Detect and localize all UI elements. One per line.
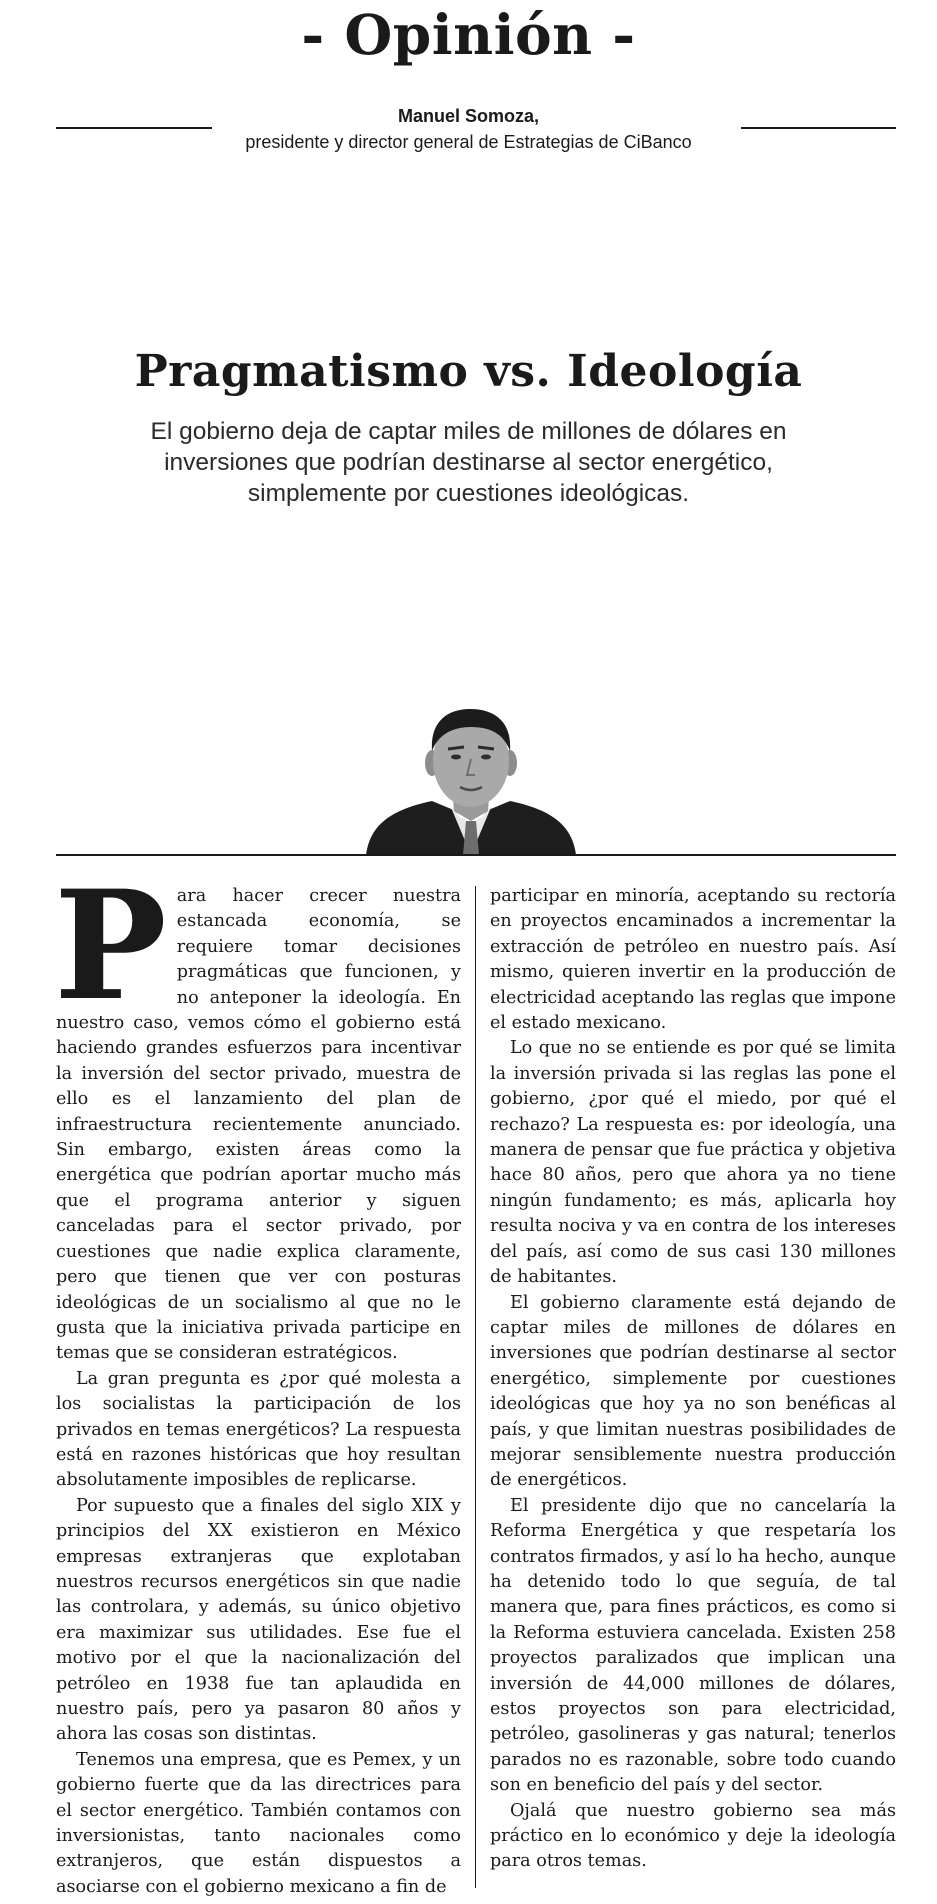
byline-rule-right (741, 127, 896, 129)
article-divider (56, 854, 896, 856)
article-column-left (54, 858, 461, 1900)
paragraph-text: ara hacer crecer nuestra estancada economía, se requiere tomar decisiones pragmáticas que funcionen, y no anteponer la ideología. En nuestro caso, vemos cómo el gobierno está haciendo grandes esfuerzos para incentivar la inversión del sector privado, muestra de ello es el lanzamiento del plan de infraestructura recientemente anunciado. Sin embargo, existen áreas como la energética que podrían aportar mucho más que el programa anterior y siguen canceladas para el sector privado, por cuestiones que nadie explica claramente, pero que tienen que ver con posturas ideológicas de un socialismo al que no le gusta que la iniciativa privada participe en temas que se consideran estratégicos. (56, 886, 461, 1364)
byline-rule-left (56, 127, 212, 129)
section-title: - Opinión - (301, 2, 636, 67)
paragraph: Tenemos una empresa, que es Pemex, y un gobierno fuerte que da las directrices para el sector energético. También contamos con inversionistas, tanto nacionales como extranjeros, que están dispuestos a asociarse con el gobierno mexicano a fin de (56, 1749, 461, 1897)
paragraph: El gobierno claramente está dejando de captar miles de millones de dólares en inversiones que podrían destinarse al sector energético, simplemente por cuestiones ideológicas que hoy ya no son benéficas al país, y que limitan nuestras posibilidades de mejorar sensiblemente nuestra producción de energéticos. (490, 1292, 896, 1491)
article-subhead: El gobierno deja de captar miles de millones de dólares en inversiones que podrían destinarse al sector energético, simplemente por cuestiones ideológicas. (150, 418, 787, 507)
paragraph: Ojalá que nuestro gobierno sea más práctico en lo económico y deje la ideología para otros temas. (490, 1800, 896, 1872)
article-column-right (490, 884, 896, 1875)
article-headline: Pragmatismo vs. Ideología (134, 346, 803, 397)
paragraph: Lo que no se entiende es por qué se limita la inversión privada si las reglas las pone el gobierno, ¿por qué el miedo, por qué el rechazo? La respuesta es: por ideología, una manera de pensar que fue práctica y objetiva hace 80 años, pero que ahora ya no tiene ningún fundamento; es más, aplicarla hoy resulta nociva y va en contra de los intereses del país, así como de sus casi 130 millones de habitantes. (490, 1038, 896, 1288)
paragraph: La gran pregunta es ¿por qué molesta a los socialistas la participación de los privados en temas energéticos? La respuesta está en razones históricas que hoy resultan absolutamente imposibles de replicarse. (56, 1368, 461, 1491)
column-divider (475, 886, 476, 1888)
drop-cap: P (54, 858, 167, 1034)
paragraph: El presidente dijo que no cancelaría la Reforma Energética y que respetaría los contratos firmados, y así lo ha hecho, aunque ha detenido todo lo que seguía, de tal manera que, para fines prácticos, es como si la Reforma estuviera cancelada. Existen 258 proyectos paralizados que implican una inversión de 44,000 millones de dólares, estos proyectos son para electricidad, petróleo, gasolineras y gas natural; tenerlos parados no es razonable, sobre todo cuando son en beneficio del país y del sector. (490, 1495, 896, 1796)
author-name: Manuel Somoza, (397, 106, 540, 126)
author-portrait (366, 705, 576, 855)
paragraph: Por supuesto que a finales del siglo XIX y principios del XX existieron en México empresas extranjeras que explotaban nuestros recursos energéticos sin que nadie las controlara, y además, su único objetivo era maximizar sus utilidades. Ese fue el motivo por el que la nacionalización del petróleo en 1938 fue tan aplaudida en nuestro país, pero ya pasaron 80 años y ahora las cosas son distintas. (56, 1495, 461, 1745)
author-role: presidente y director general de Estrategias de CiBanco (245, 132, 692, 152)
paragraph (54, 858, 461, 1367)
paragraph: participar en minoría, aceptando su rectoría en proyectos encaminados a incrementar la extracción de petróleo en nuestro país. Así mismo, quieren invertir en la producción de electricidad aceptando las reglas que impone el estado mexicano. (490, 886, 896, 1034)
